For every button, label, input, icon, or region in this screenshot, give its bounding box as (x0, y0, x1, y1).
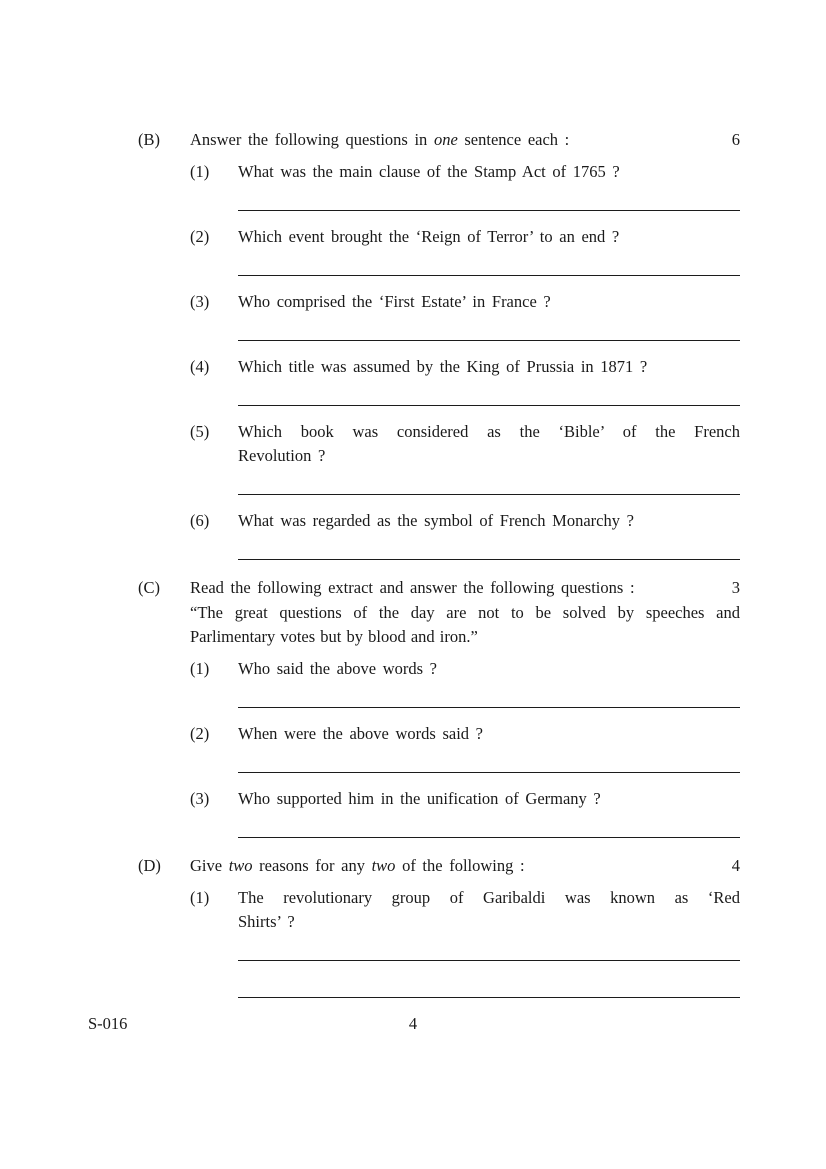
answer-line (238, 494, 740, 495)
question-line: Who said the above words ? (238, 659, 437, 678)
question-number: (5) (190, 422, 210, 441)
question (190, 420, 740, 468)
heading-text: sentence each : (457, 130, 570, 149)
answer-line (238, 210, 740, 211)
question-number: (1) (190, 888, 210, 907)
answer-line (238, 960, 740, 961)
question (190, 355, 740, 379)
question (190, 225, 740, 249)
heading-text-italic: two (228, 856, 253, 875)
question-number: (2) (190, 227, 210, 246)
question-text (238, 787, 740, 811)
section-b (138, 128, 740, 560)
section-label: (B) (138, 130, 160, 149)
extract-line: Parlimentary votes but by blood and iron.” (190, 627, 478, 646)
section-heading (190, 128, 706, 152)
section-heading (190, 576, 706, 600)
question (190, 722, 740, 746)
question-line: Which title was assumed by the King of Prussia in 1871 ? (238, 357, 648, 376)
question-text (238, 722, 740, 746)
heading-text: reasons for any (252, 856, 372, 875)
heading-text-italic: two (371, 856, 396, 875)
heading-text: of the following : (395, 856, 525, 875)
question (190, 787, 740, 811)
answer-line (238, 405, 740, 406)
answer-line (238, 275, 740, 276)
section-d (138, 854, 740, 998)
question-text (238, 509, 740, 533)
answer-line (238, 707, 740, 708)
question (190, 509, 740, 533)
heading-text: Answer the following questions in (190, 130, 434, 149)
question-number: (1) (190, 659, 210, 678)
page-footer (0, 1012, 826, 1036)
question-number: (1) (190, 162, 210, 181)
question-line: Who comprised the ‘First Estate’ in France ? (238, 292, 551, 311)
question-line: What was the main clause of the Stamp Act of 1765 ? (238, 162, 620, 181)
question-number: (3) (190, 789, 210, 808)
paper-code: S-016 (88, 1014, 128, 1033)
question-text (238, 657, 740, 681)
question-line: What was regarded as the symbol of French Monarchy ? (238, 511, 634, 530)
question-number: (4) (190, 357, 210, 376)
heading-text: Give (190, 856, 229, 875)
question-number: (3) (190, 292, 210, 311)
heading-text-italic: one (433, 130, 458, 149)
answer-line (238, 340, 740, 341)
page-content (138, 128, 740, 1012)
question (190, 657, 740, 681)
question-text (238, 355, 740, 379)
section-c (138, 576, 740, 838)
extract-line: “The great questions of the day are not to be solved by speeches and (190, 603, 740, 622)
section-heading (190, 854, 706, 878)
section-b-heading-row (138, 128, 740, 152)
question-line: Shirts’ ? (238, 912, 295, 931)
answer-line (238, 772, 740, 773)
answer-line (238, 837, 740, 838)
heading-text: Read the following extract and answer the following questions : (190, 578, 635, 597)
marks-value: 6 (731, 130, 740, 149)
section-label: (C) (138, 578, 160, 597)
question-line: Who supported him in the unification of Germany ? (238, 789, 601, 808)
page-number: 4 (408, 1014, 418, 1033)
question-text (238, 160, 740, 184)
marks-value: 4 (731, 856, 740, 875)
question-line: When were the above words said ? (238, 724, 483, 743)
question-line: Revolution ? (238, 446, 326, 465)
answer-line (238, 559, 740, 560)
section-d-heading-row (138, 854, 740, 878)
question-text (238, 886, 740, 934)
marks-value: 3 (731, 578, 740, 597)
question-line: Which book was considered as the ‘Bible’ of the French (238, 422, 740, 441)
question-text (238, 290, 740, 314)
question-text (238, 225, 740, 249)
question-number: (6) (190, 511, 210, 530)
question (190, 160, 740, 184)
section-c-heading-row (138, 576, 740, 600)
extract-text (190, 601, 740, 649)
question (190, 290, 740, 314)
section-label: (D) (138, 856, 161, 875)
question-line: The revolutionary group of Garibaldi was known as ‘Red (238, 888, 740, 907)
answer-line (238, 997, 740, 998)
question-number: (2) (190, 724, 210, 743)
question (190, 886, 740, 934)
question-text (238, 420, 740, 468)
question-line: Which event brought the ‘Reign of Terror’ to an end ? (238, 227, 620, 246)
